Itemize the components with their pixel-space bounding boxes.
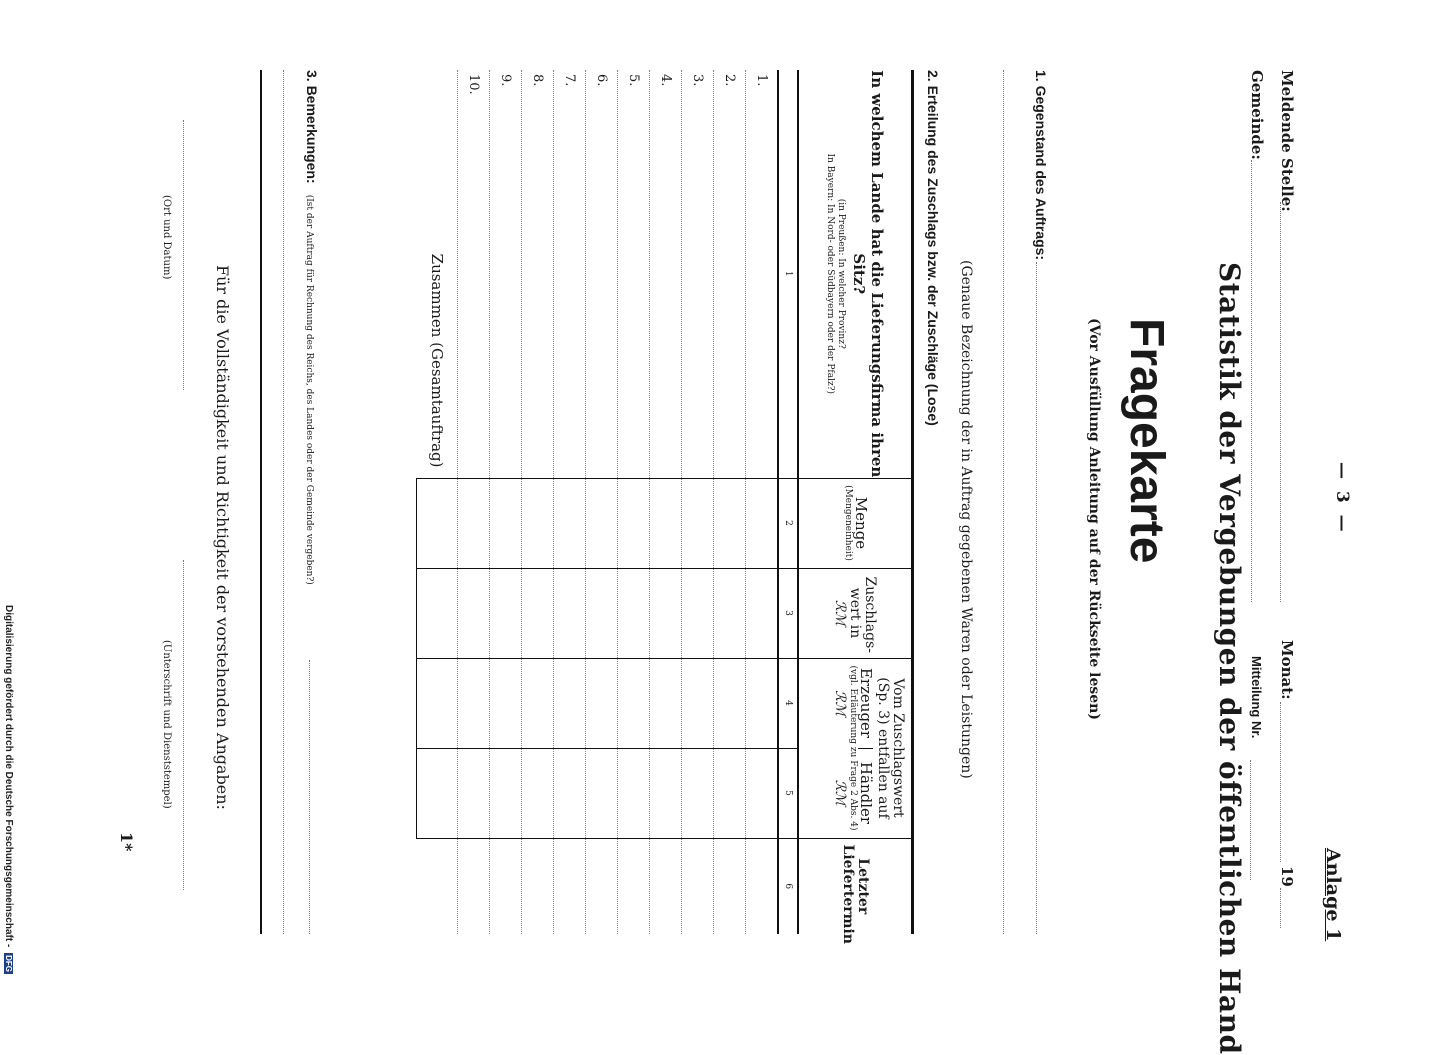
gemeinde-field[interactable] [1251,160,1252,602]
row-number: 6. [586,70,618,478]
question3-field-line1[interactable] [309,660,310,934]
total-label: Zusammen (Gesamtauftrag) [427,253,446,468]
dealer-cell[interactable] [618,748,650,838]
table-row [746,70,779,934]
total-delivery-blank [417,838,458,934]
delivery-date-cell[interactable] [746,838,779,934]
quantity-cell[interactable] [650,478,682,568]
delivery-date-cell[interactable] [618,838,650,934]
certification-statement: Für die Vollständigkeit und Richtigkeit der vorstehenden Angaben: [213,265,232,810]
dealer-cell[interactable] [650,748,682,838]
total-value-cell[interactable] [417,568,458,658]
question3-label: 3. Bemerkungen: [304,70,320,184]
page-number: — 3 — [1332,462,1352,535]
column-number: 5 [778,748,798,838]
value-cell[interactable] [618,568,650,658]
column-number: 6 [778,838,798,934]
value-cell[interactable] [490,568,522,658]
col45-note: (vgl. Erläuterung zu Frage 2 Abs. 4) [848,665,858,831]
mitteilung-label: Mitteilung Nr. [1249,656,1264,739]
delivery-date-cell[interactable] [522,838,554,934]
quantity-cell[interactable] [490,478,522,568]
delivery-date-cell[interactable] [490,838,522,934]
col6-header: Letzter Liefertermin [798,838,913,934]
table-row [682,70,714,934]
dealer-cell[interactable] [682,748,714,838]
column-number: 4 [778,658,798,748]
sheet-mark: 1* [117,832,136,852]
table-row [490,70,522,934]
producer-cell[interactable] [650,658,682,748]
dfg-logo: DFG [4,955,14,972]
column-number: 3 [778,568,798,658]
value-cell[interactable] [458,568,490,658]
question2-label: 2. Erteilung des Zuschlags bzw. der Zuschläge (Lose) [925,70,941,426]
col3-unit: ℛℳ [832,599,849,627]
row-number: 8. [522,70,554,478]
mitteilung-field[interactable] [1250,760,1251,880]
delivery-date-cell[interactable] [650,838,682,934]
col1-note-b: In Bayern: In Nord- oder Südbayern oder der Pfalz?) [825,153,835,395]
year-prefix: 19 [1278,866,1296,887]
col2-unit: (Mengeneinheit) [843,485,853,561]
delivery-date-cell[interactable] [458,838,490,934]
question1-field-line2[interactable] [1003,70,1004,934]
table-row [522,70,554,934]
quantity-cell[interactable] [682,478,714,568]
row-number: 2. [714,70,746,478]
row-number: 7. [554,70,586,478]
signature-caption: (Unterschrift und Dienststempel) [161,640,172,809]
producer-cell[interactable] [490,658,522,748]
column-number: 1 [778,70,798,478]
table-row [458,70,490,934]
producer-cell[interactable] [746,658,779,748]
table-row [618,70,650,934]
value-cell[interactable] [746,568,779,658]
dealer-cell[interactable] [714,748,746,838]
col5-header: Händler [857,761,875,825]
dealer-cell[interactable] [522,748,554,838]
col2-header-text: Menge [852,496,870,550]
value-cell[interactable] [586,568,618,658]
value-cell[interactable] [714,568,746,658]
table-row [586,70,618,934]
total-producer-cell[interactable] [417,658,458,748]
producer-cell[interactable] [554,658,586,748]
row-number: 10. [458,70,490,478]
col5-unit: ℛℳ [832,779,848,806]
total-row [417,70,458,934]
delivery-date-cell[interactable] [554,838,586,934]
monat-field[interactable] [1280,702,1281,862]
row-number: 9. [490,70,522,478]
quantity-cell[interactable] [618,478,650,568]
producer-cell[interactable] [458,658,490,748]
delivery-date-cell[interactable] [714,838,746,934]
producer-cell[interactable] [586,658,618,748]
table-row [714,70,746,934]
question3-note: (Ist der Auftrag für Rechnung des Reichs, des Landes oder der Gemeinde vergeben?) [304,194,314,585]
producer-cell[interactable] [714,658,746,748]
quantity-cell[interactable] [746,478,779,568]
instruction-note: (Vor Ausfüllung Anleitung auf der Rückseite lesen) [1086,318,1102,720]
producer-cell[interactable] [618,658,650,748]
value-cell[interactable] [650,568,682,658]
form-title: Statistik der Vergebungen der öffentlichen Hand [1213,262,1246,1055]
col1-note-a: (in Preußen: In welcher Provinz? [836,198,846,349]
allocation-table [416,70,914,944]
col1-header [798,70,913,478]
col4-unit: ℛℳ [832,690,848,717]
quantity-cell[interactable] [554,478,586,568]
gemeinde-label: Gemeinde: [1248,70,1266,160]
form-name: Fragekarte [1120,318,1173,564]
table-bottom-rule [260,70,262,934]
row-number: 5. [618,70,650,478]
question1-label: 1. Gegenstand des Auftrags: [1033,70,1049,261]
quantity-cell[interactable] [458,478,490,568]
delivery-date-cell[interactable] [682,838,714,934]
total-dealer-cell[interactable] [417,748,458,838]
signature-field[interactable] [183,560,184,890]
col45-header [798,658,913,838]
column-number: 2 [778,478,798,568]
col3-header [798,568,913,658]
producer-cell[interactable] [682,658,714,748]
dealer-cell[interactable] [458,748,490,838]
value-cell[interactable] [554,568,586,658]
meldende-stelle-field[interactable] [1280,202,1281,602]
col3-header-text: Zuschlags-wert in [847,576,879,653]
quantity-cell[interactable] [714,478,746,568]
column-number-row [778,70,798,934]
dealer-cell[interactable] [554,748,586,838]
question1-caption: (Genaue Bezeichnung der in Auftrag gegebenen Waren oder Leistungen) [958,260,974,779]
total-quantity-cell[interactable] [417,478,458,568]
producer-cell[interactable] [522,658,554,748]
quantity-cell[interactable] [586,478,618,568]
place-date-caption: (Ort und Datum) [161,195,172,280]
dealer-cell[interactable] [490,748,522,838]
question3-block [303,70,322,585]
col45-header-text: Vom Zuschlagswert (Sp. 3) entfallen auf [875,677,906,819]
dealer-cell[interactable] [586,748,618,838]
meldende-stelle-label: Meldende Stelle: [1278,70,1296,212]
dealer-cell[interactable] [746,748,779,838]
digitization-text: Digitalisierung gefördert durch die Deutsche Forschungsgemeinschaft - [3,605,14,948]
digitization-note [3,605,14,974]
col1-header-text: In welchem Lande hat die Lieferungsfirma ihren Sitz? [850,70,886,478]
quantity-cell[interactable] [522,478,554,568]
delivery-date-cell[interactable] [586,838,618,934]
row-number: 3. [682,70,714,478]
col4-header: Erzeuger [858,659,873,749]
value-cell[interactable] [682,568,714,658]
question3-field-line2[interactable] [283,70,284,934]
row-number: 4. [650,70,682,478]
table-row [650,70,682,934]
table-row [554,70,586,934]
row-number: 1. [746,70,779,478]
anlage-label: Anlage 1 [1322,848,1344,942]
place-date-field[interactable] [183,120,184,390]
year-field[interactable] [1280,888,1281,928]
value-cell[interactable] [522,568,554,658]
question1-field-line1[interactable] [1036,262,1037,934]
monat-label: Monat: [1278,640,1296,700]
col2-header [798,478,913,568]
